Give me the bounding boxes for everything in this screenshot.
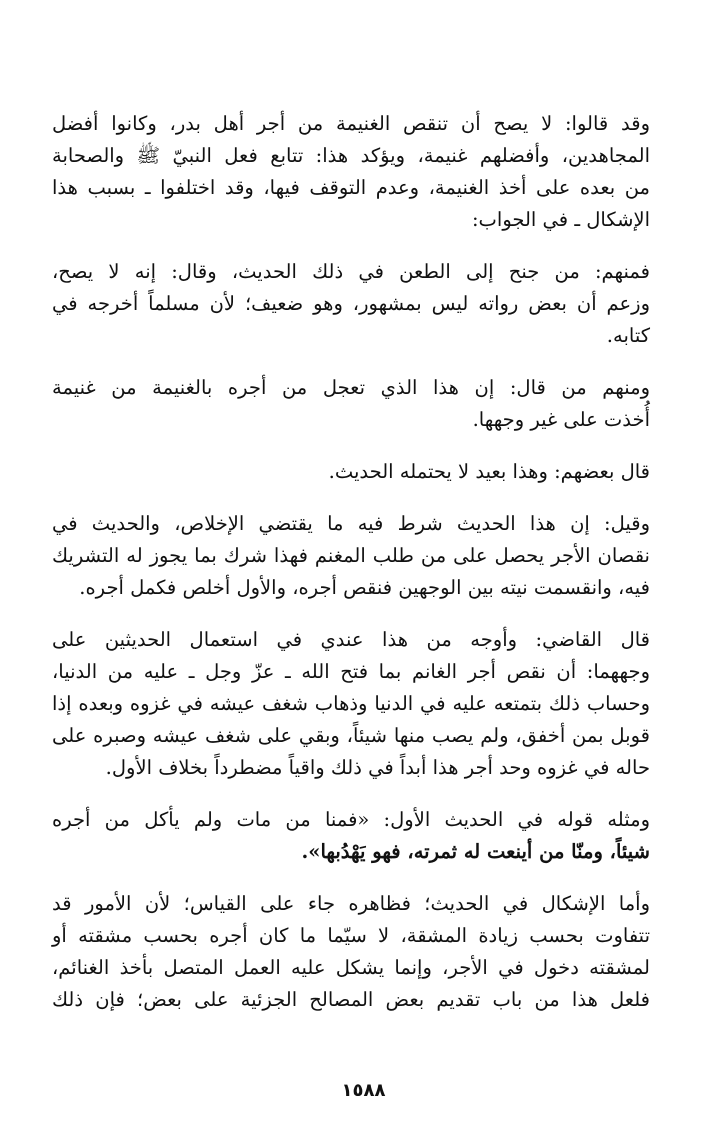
text-line: ومنهم من قال: إن هذا الذي تعجل من أجره بالغنيمة من غنيمة: [52, 376, 650, 399]
text-line: قال بعضهم: وهذا بعيد لا يحتمله الحديث.: [328, 460, 650, 483]
text-line: قوبل بمن أخفق، ولم يصب منها شيئاً، وبقي على شغف عيشه وصبره على: [52, 724, 650, 747]
paragraph-7: [52, 804, 650, 868]
text-line: تتفاوت بحسب زيادة المشقة، لا سيّما ما كان أجره بحسب مشقته أو: [52, 924, 650, 947]
paragraph-2: [52, 256, 650, 352]
text-line: وزعم أن بعض رواته ليس بمشهور، وهو ضعيف؛ لأن مسلماً أخرجه في: [52, 292, 650, 315]
text-line: وقيل: إن هذا الحديث شرط فيه ما يقتضي الإخلاص، والحديث في: [52, 512, 650, 535]
text-line: فيه، وانقسمت نيته بين الوجهين فنقص أجره، والأول أخلص فكمل أجره.: [79, 576, 650, 599]
paragraph-4: [52, 456, 650, 488]
text-line: وحساب ذلك بتمتعه عليه في الدنيا وذهاب شغف عيشه في غزوه وبعده إذا: [52, 692, 650, 715]
hadith-quote-line: شيئاً، ومنّا من أينعت له ثمرته، فهو يَهْدُبها».: [301, 840, 650, 863]
text-line: فمنهم: من جنح إلى الطعن في ذلك الحديث، وقال: إنه لا يصح،: [52, 260, 650, 283]
paragraph-1: [52, 108, 650, 236]
text-line: كتابه.: [606, 324, 650, 347]
text-line: وقد قالوا: لا يصح أن تنقص الغنيمة من أجر أهل بدر، وكانوا أفضل: [52, 112, 650, 135]
text-line: أُخذت على غير وجهها.: [472, 408, 650, 431]
paragraph-5: [52, 508, 650, 604]
text-line: قال القاضي: وأوجه من هذا عندي في استعمال الحديثين على: [52, 628, 650, 651]
text-line: لمشقته دخول في الأجر، وإنما يشكل عليه العمل المتصل بأخذ الغنائم،: [52, 956, 650, 979]
text-line: وأما الإشكال في الحديث؛ فظاهره جاء على القياس؛ لأن الأمور قد: [52, 892, 650, 915]
paragraph-8: [52, 888, 650, 1016]
text-line: الإشكال ـ في الجواب:: [471, 208, 650, 231]
page-body: [52, 108, 650, 1036]
paragraph-6: [52, 624, 650, 784]
text-line: وجههما: أن نقص أجر الغانم بما فتح الله ـ عزّ وجل ـ عليه من الدنيا،: [52, 660, 650, 683]
paragraph-3: [52, 372, 650, 436]
page-number: ١٥٨٨: [341, 1080, 386, 1101]
text-line: حاله في غزوه وحد أجر هذا أبداً في ذلك واقياً مضطرداً بخلاف الأول.: [105, 756, 650, 779]
text-line: فلعل هذا من باب تقديم بعض المصالح الجزئية على بعض؛ فإن ذلك: [52, 988, 650, 1011]
text-line: المجاهدين، وأفضلهم غنيمة، ويؤكد هذا: تتابع فعل النبيّ ﷺ والصحابة: [52, 144, 650, 167]
text-line: من بعده على أخذ الغنيمة، وعدم التوقف فيها، وقد اختلفوا ـ بسبب هذا: [52, 176, 650, 199]
text-line: ومثله قوله في الحديث الأول: «فمنا من مات ولم يأكل من أجره: [52, 808, 650, 831]
text-line: نقصان الأجر يحصل على من طلب المغنم فهذا شرك بما يجوز له التشريك: [52, 544, 650, 567]
